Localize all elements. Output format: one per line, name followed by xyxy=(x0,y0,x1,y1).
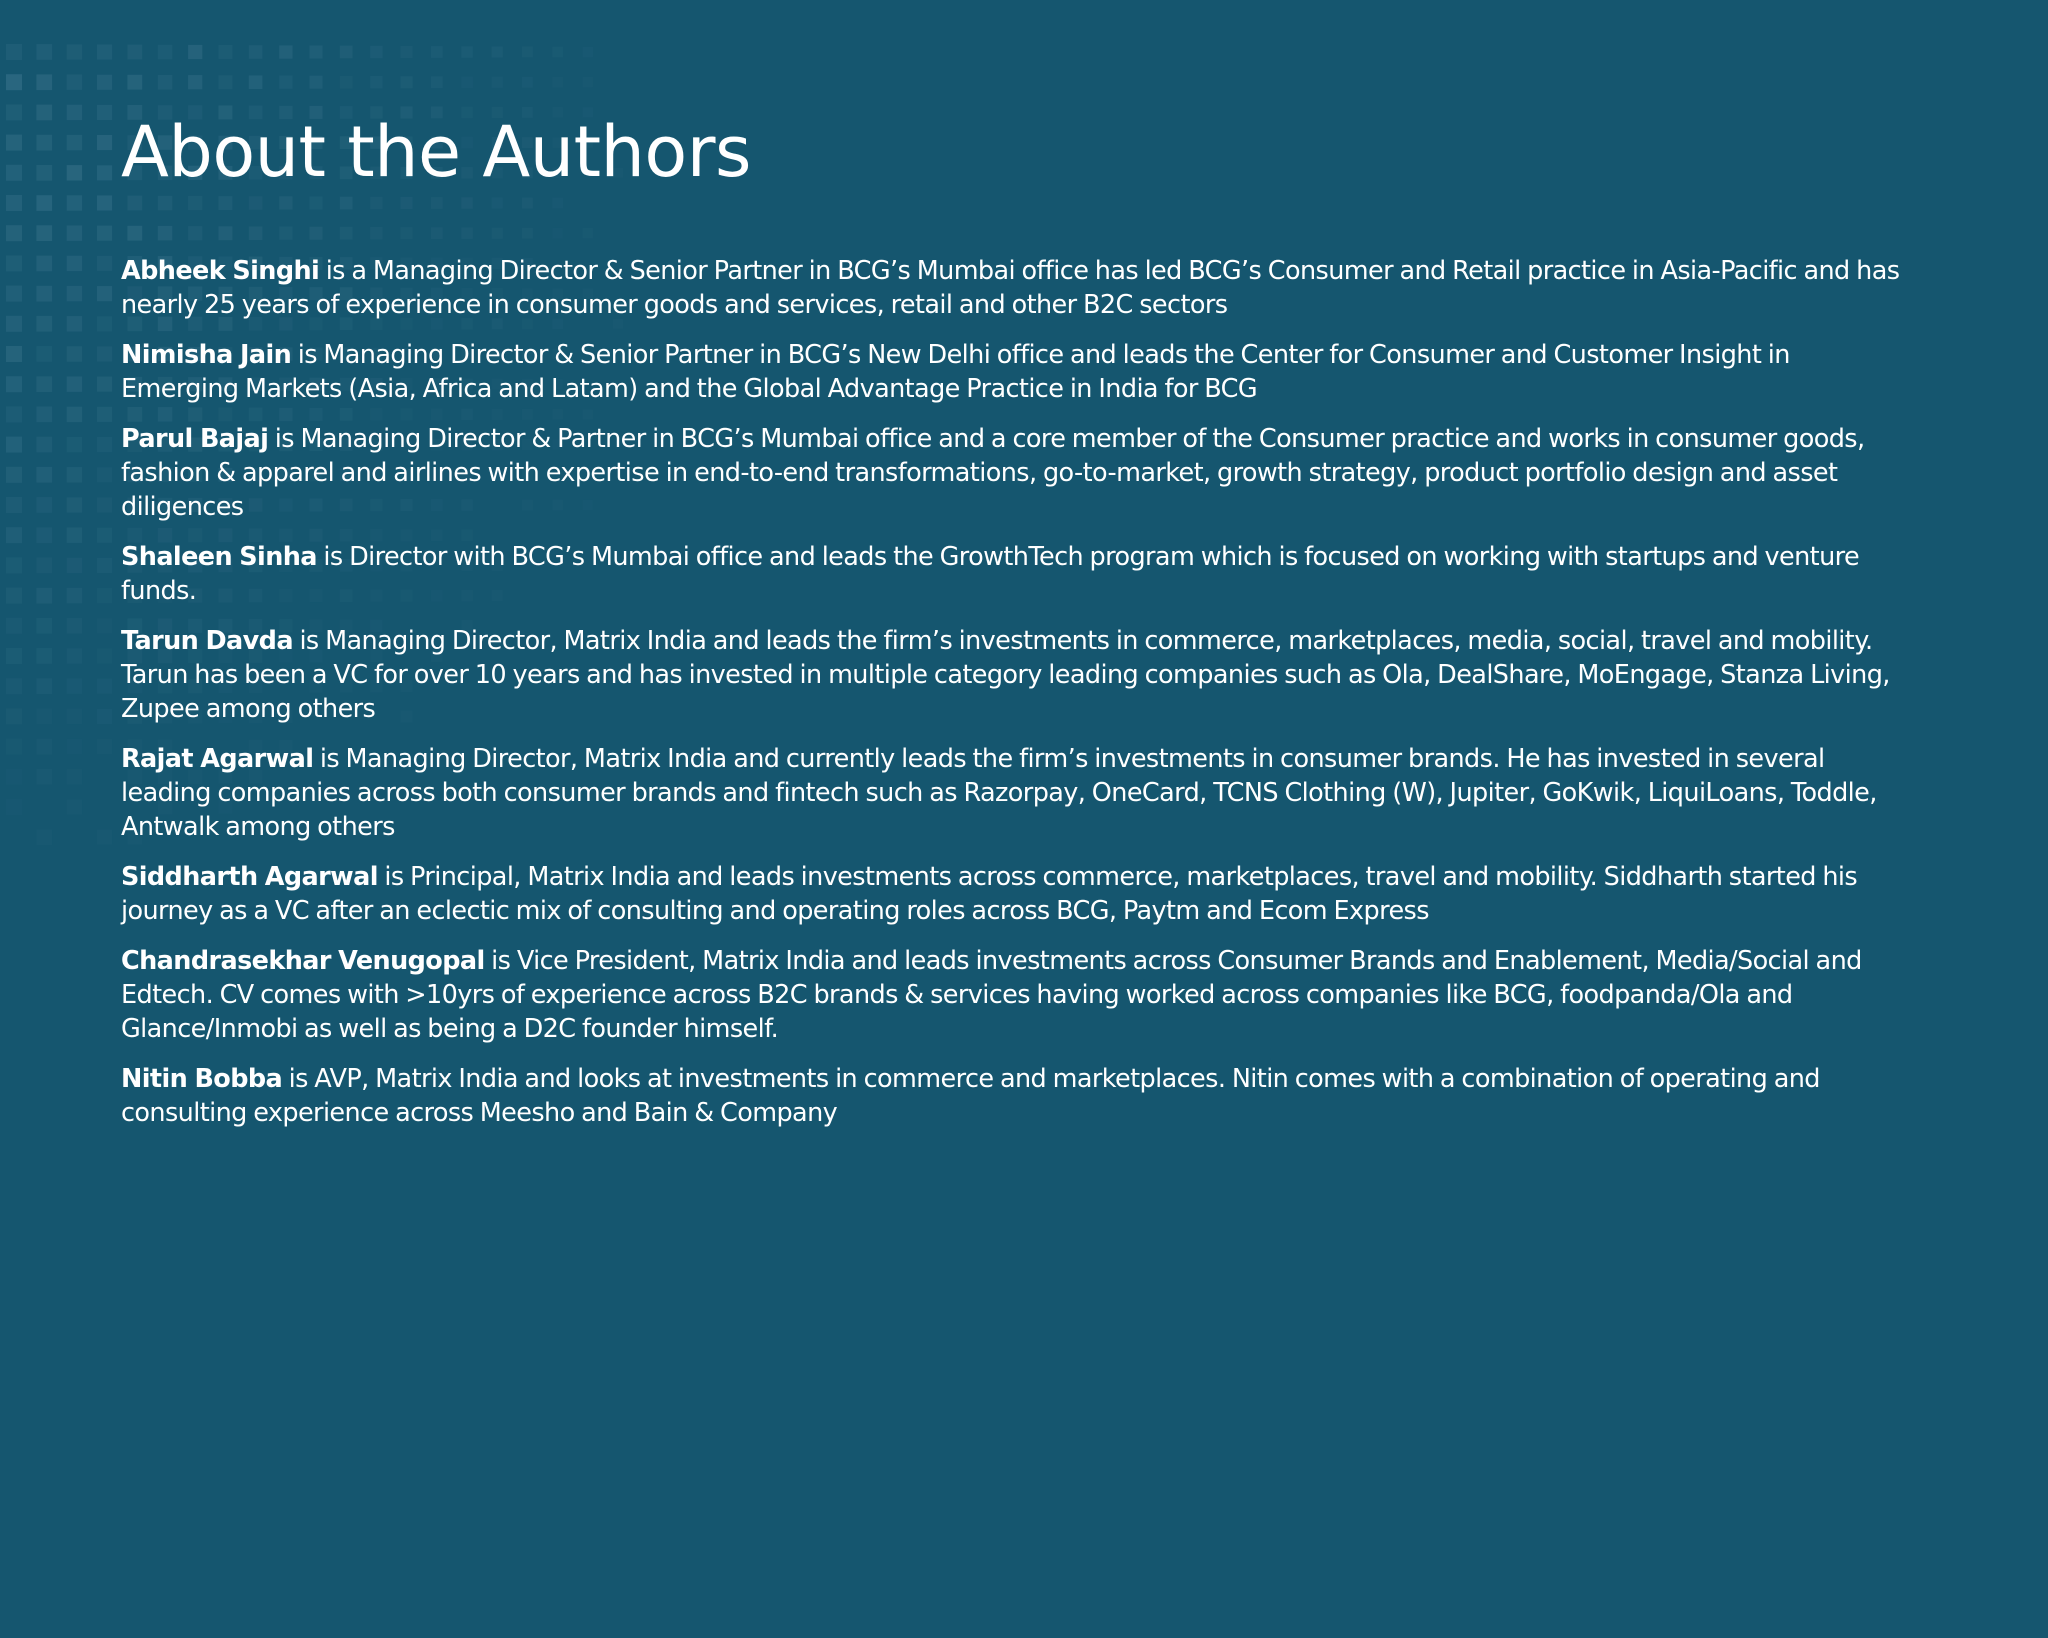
pattern-square xyxy=(188,75,202,89)
pattern-square xyxy=(67,588,82,603)
pattern-square xyxy=(6,346,22,362)
pattern-square xyxy=(97,75,112,90)
pattern-square xyxy=(158,45,173,60)
pattern-square xyxy=(67,558,82,573)
pattern-square xyxy=(6,74,22,90)
pattern-square xyxy=(67,377,82,392)
pattern-square xyxy=(340,46,353,59)
pattern-square xyxy=(552,47,563,58)
pattern-square xyxy=(431,76,443,88)
pattern-square xyxy=(522,47,533,58)
main-content xyxy=(121,108,1901,1146)
author-bios xyxy=(121,254,1901,1130)
pattern-square xyxy=(310,46,323,59)
author-description: is AVP, Matrix India and looks at investments in commerce and marketplaces. Nitin comes with a combination of operating and consulting experience across Meesho and Bain & Company xyxy=(121,1064,1820,1128)
pattern-square xyxy=(36,376,52,392)
pattern-square xyxy=(6,708,22,724)
author-name: Parul Bajaj xyxy=(121,424,269,454)
pattern-square xyxy=(340,76,353,89)
pattern-square xyxy=(36,316,52,332)
pattern-square xyxy=(97,739,112,754)
pattern-square xyxy=(36,286,52,302)
pattern-square xyxy=(67,679,82,694)
pattern-square xyxy=(67,497,82,512)
pattern-square xyxy=(6,557,22,573)
pattern-square xyxy=(219,45,233,59)
pattern-square xyxy=(249,45,263,59)
pattern-square xyxy=(97,377,112,392)
pattern-square xyxy=(6,799,22,815)
author-description: is Vice President, Matrix India and leads investments across Consumer Brands and Enablement, Media/Social and Edtech. CV comes with >10yrs of experience across B2C brands & services having worked across companies like BCG, foodpanda/Ola and Glance/Inmobi as well as being a D2C founder himself. xyxy=(121,946,1862,1044)
pattern-square xyxy=(97,346,112,361)
author-description: is a Managing Director & Senior Partner in BCG’s Mumbai office has led BCG’s Consumer and Retail practice in Asia-Pacific and has nearly 25 years of experience in consumer goods and services, retail and other B2C sectors xyxy=(121,256,1900,320)
pattern-square xyxy=(6,648,22,664)
pattern-square xyxy=(401,76,413,88)
pattern-square xyxy=(6,165,22,181)
pattern-square xyxy=(97,226,112,241)
pattern-square xyxy=(97,437,112,452)
author-name: Nimisha Jain xyxy=(121,340,292,370)
pattern-square xyxy=(97,256,112,271)
pattern-square xyxy=(67,769,82,784)
author-name: Tarun Davda xyxy=(121,626,293,656)
author-description: is Managing Director, Matrix India and currently leads the firm’s investments in consumer brands. He has invested in several leading companies across both consumer brands and fintech such as Razorpay, OneCard, TCNS Clothing (W), Jupiter, GoKwik, LiquiLoans, Toddle, Antwalk among others xyxy=(121,744,1877,842)
pattern-square xyxy=(36,105,52,121)
pattern-square xyxy=(67,226,82,241)
pattern-square xyxy=(97,316,112,331)
pattern-square xyxy=(492,77,503,88)
pattern-square xyxy=(36,678,52,694)
pattern-square xyxy=(6,618,22,634)
author-description: is Managing Director & Partner in BCG’s Mumbai office and a core member of the Consumer practice and works in consumer goods, fashion & apparel and airlines with expertise in end-to-end transformations, go-to-market, growth strategy, product portfolio design and asset diligences xyxy=(121,424,1865,522)
author-description: is Principal, Matrix India and leads investments across commerce, marketplaces, travel and mobility. Siddharth started his journey as a VC after an eclectic mix of consulting and operating roles across BCG, Paytm and Ecom Express xyxy=(121,862,1858,926)
author-name: Abheek Singhi xyxy=(121,256,320,286)
pattern-square xyxy=(97,588,112,603)
pattern-square xyxy=(6,225,22,241)
pattern-square xyxy=(36,558,52,574)
pattern-square xyxy=(492,46,503,57)
pattern-square xyxy=(188,45,202,59)
pattern-square xyxy=(36,165,52,181)
pattern-square xyxy=(36,618,52,634)
pattern-square xyxy=(67,256,82,271)
author-bio xyxy=(121,860,1901,928)
pattern-square xyxy=(158,75,173,90)
pattern-square xyxy=(36,195,52,211)
pattern-square xyxy=(6,406,22,422)
pattern-square xyxy=(97,618,112,633)
pattern-square xyxy=(36,648,52,664)
pattern-square xyxy=(522,77,533,88)
pattern-square xyxy=(97,649,112,664)
author-name: Rajat Agarwal xyxy=(121,744,314,774)
pattern-square xyxy=(67,528,82,543)
pattern-square xyxy=(127,45,142,60)
pattern-square xyxy=(67,346,82,361)
pattern-square xyxy=(310,76,323,89)
pattern-square xyxy=(36,346,52,362)
pattern-square xyxy=(6,376,22,392)
pattern-square xyxy=(279,45,292,58)
author-bio xyxy=(121,944,1901,1046)
author-bio xyxy=(121,1062,1901,1130)
pattern-square xyxy=(67,195,82,210)
pattern-square xyxy=(97,528,112,543)
pattern-square xyxy=(6,316,22,332)
pattern-square xyxy=(370,76,382,88)
pattern-square xyxy=(67,799,82,814)
author-name: Nitin Bobba xyxy=(121,1064,283,1094)
page-title: About the Authors xyxy=(121,111,751,193)
pattern-square xyxy=(67,105,82,120)
pattern-square xyxy=(36,527,52,543)
pattern-square xyxy=(67,739,82,754)
pattern-square xyxy=(97,45,112,60)
pattern-square xyxy=(36,467,52,483)
pattern-square xyxy=(6,104,22,120)
pattern-square xyxy=(97,679,112,694)
pattern-square xyxy=(370,46,382,58)
pattern-square xyxy=(97,407,112,422)
pattern-square xyxy=(6,286,22,302)
author-description: is Managing Director, Matrix India and leads the firm’s investments in commerce, marketplaces, media, social, travel and mobility. Tarun has been a VC for over 10 years and has invested in multiple category leading companies such as Ola, DealShare, MoEngage, Stanza Living, Zupee among others xyxy=(121,626,1890,724)
pattern-square xyxy=(6,467,22,483)
pattern-square xyxy=(97,558,112,573)
pattern-square xyxy=(36,829,52,845)
pattern-square xyxy=(6,437,22,453)
pattern-square xyxy=(67,165,82,180)
pattern-square xyxy=(401,46,413,58)
pattern-square xyxy=(36,497,52,513)
pattern-square xyxy=(97,286,112,301)
author-name: Shaleen Sinha xyxy=(121,542,317,572)
pattern-square xyxy=(97,467,112,482)
pattern-square xyxy=(36,74,52,90)
author-description: is Managing Director & Senior Partner in BCG’s New Delhi office and leads the Center for Consumer and Customer Insight in Emerging Markets (Asia, Africa and Latam) and the Global Advantage Practice in India for BCG xyxy=(121,340,1790,404)
pattern-square xyxy=(67,44,82,59)
pattern-square xyxy=(36,407,52,423)
pattern-square xyxy=(583,77,593,87)
pattern-square xyxy=(36,739,52,755)
pattern-square xyxy=(6,44,22,60)
pattern-square xyxy=(67,709,82,724)
pattern-square xyxy=(249,75,263,89)
pattern-square xyxy=(97,135,112,150)
pattern-square xyxy=(36,769,52,785)
pattern-square xyxy=(583,47,593,57)
pattern-square xyxy=(6,255,22,271)
pattern-square xyxy=(97,105,112,120)
pattern-square xyxy=(67,618,82,633)
pattern-square xyxy=(6,497,22,513)
author-bio xyxy=(121,540,1901,608)
pattern-square xyxy=(67,407,82,422)
pattern-square xyxy=(6,739,22,755)
pattern-square xyxy=(67,437,82,452)
pattern-square xyxy=(461,46,473,58)
pattern-square xyxy=(279,76,292,89)
author-description: is Director with BCG’s Mumbai office and leads the GrowthTech program which is focused on working with startups and venture funds. xyxy=(121,542,1860,606)
pattern-square xyxy=(219,75,233,89)
pattern-square xyxy=(552,77,563,88)
pattern-square xyxy=(97,165,112,180)
author-bio xyxy=(121,624,1901,726)
pattern-square xyxy=(67,316,82,331)
pattern-square xyxy=(67,648,82,663)
author-bio xyxy=(121,254,1901,322)
pattern-square xyxy=(6,678,22,694)
pattern-square xyxy=(36,135,52,151)
author-name: Chandrasekhar Venugopal xyxy=(121,946,485,976)
pattern-square xyxy=(6,527,22,543)
pattern-square xyxy=(36,256,52,272)
pattern-square xyxy=(6,588,22,604)
pattern-square xyxy=(36,588,52,604)
author-bio xyxy=(121,422,1901,524)
pattern-square xyxy=(6,769,22,785)
pattern-square xyxy=(97,195,112,210)
author-name: Siddharth Agarwal xyxy=(121,862,378,892)
pattern-square xyxy=(97,497,112,512)
author-bio xyxy=(121,742,1901,844)
pattern-square xyxy=(67,75,82,90)
pattern-square xyxy=(431,46,443,58)
pattern-square xyxy=(97,830,112,845)
pattern-square xyxy=(36,437,52,453)
pattern-square xyxy=(6,135,22,151)
pattern-square xyxy=(97,709,112,724)
pattern-square xyxy=(6,195,22,211)
pattern-square xyxy=(36,709,52,725)
pattern-square xyxy=(127,75,142,90)
pattern-square xyxy=(36,44,52,60)
author-bio xyxy=(121,338,1901,406)
pattern-square xyxy=(67,135,82,150)
pattern-square xyxy=(67,286,82,301)
pattern-square xyxy=(67,467,82,482)
pattern-square xyxy=(461,77,473,89)
pattern-square xyxy=(36,225,52,241)
